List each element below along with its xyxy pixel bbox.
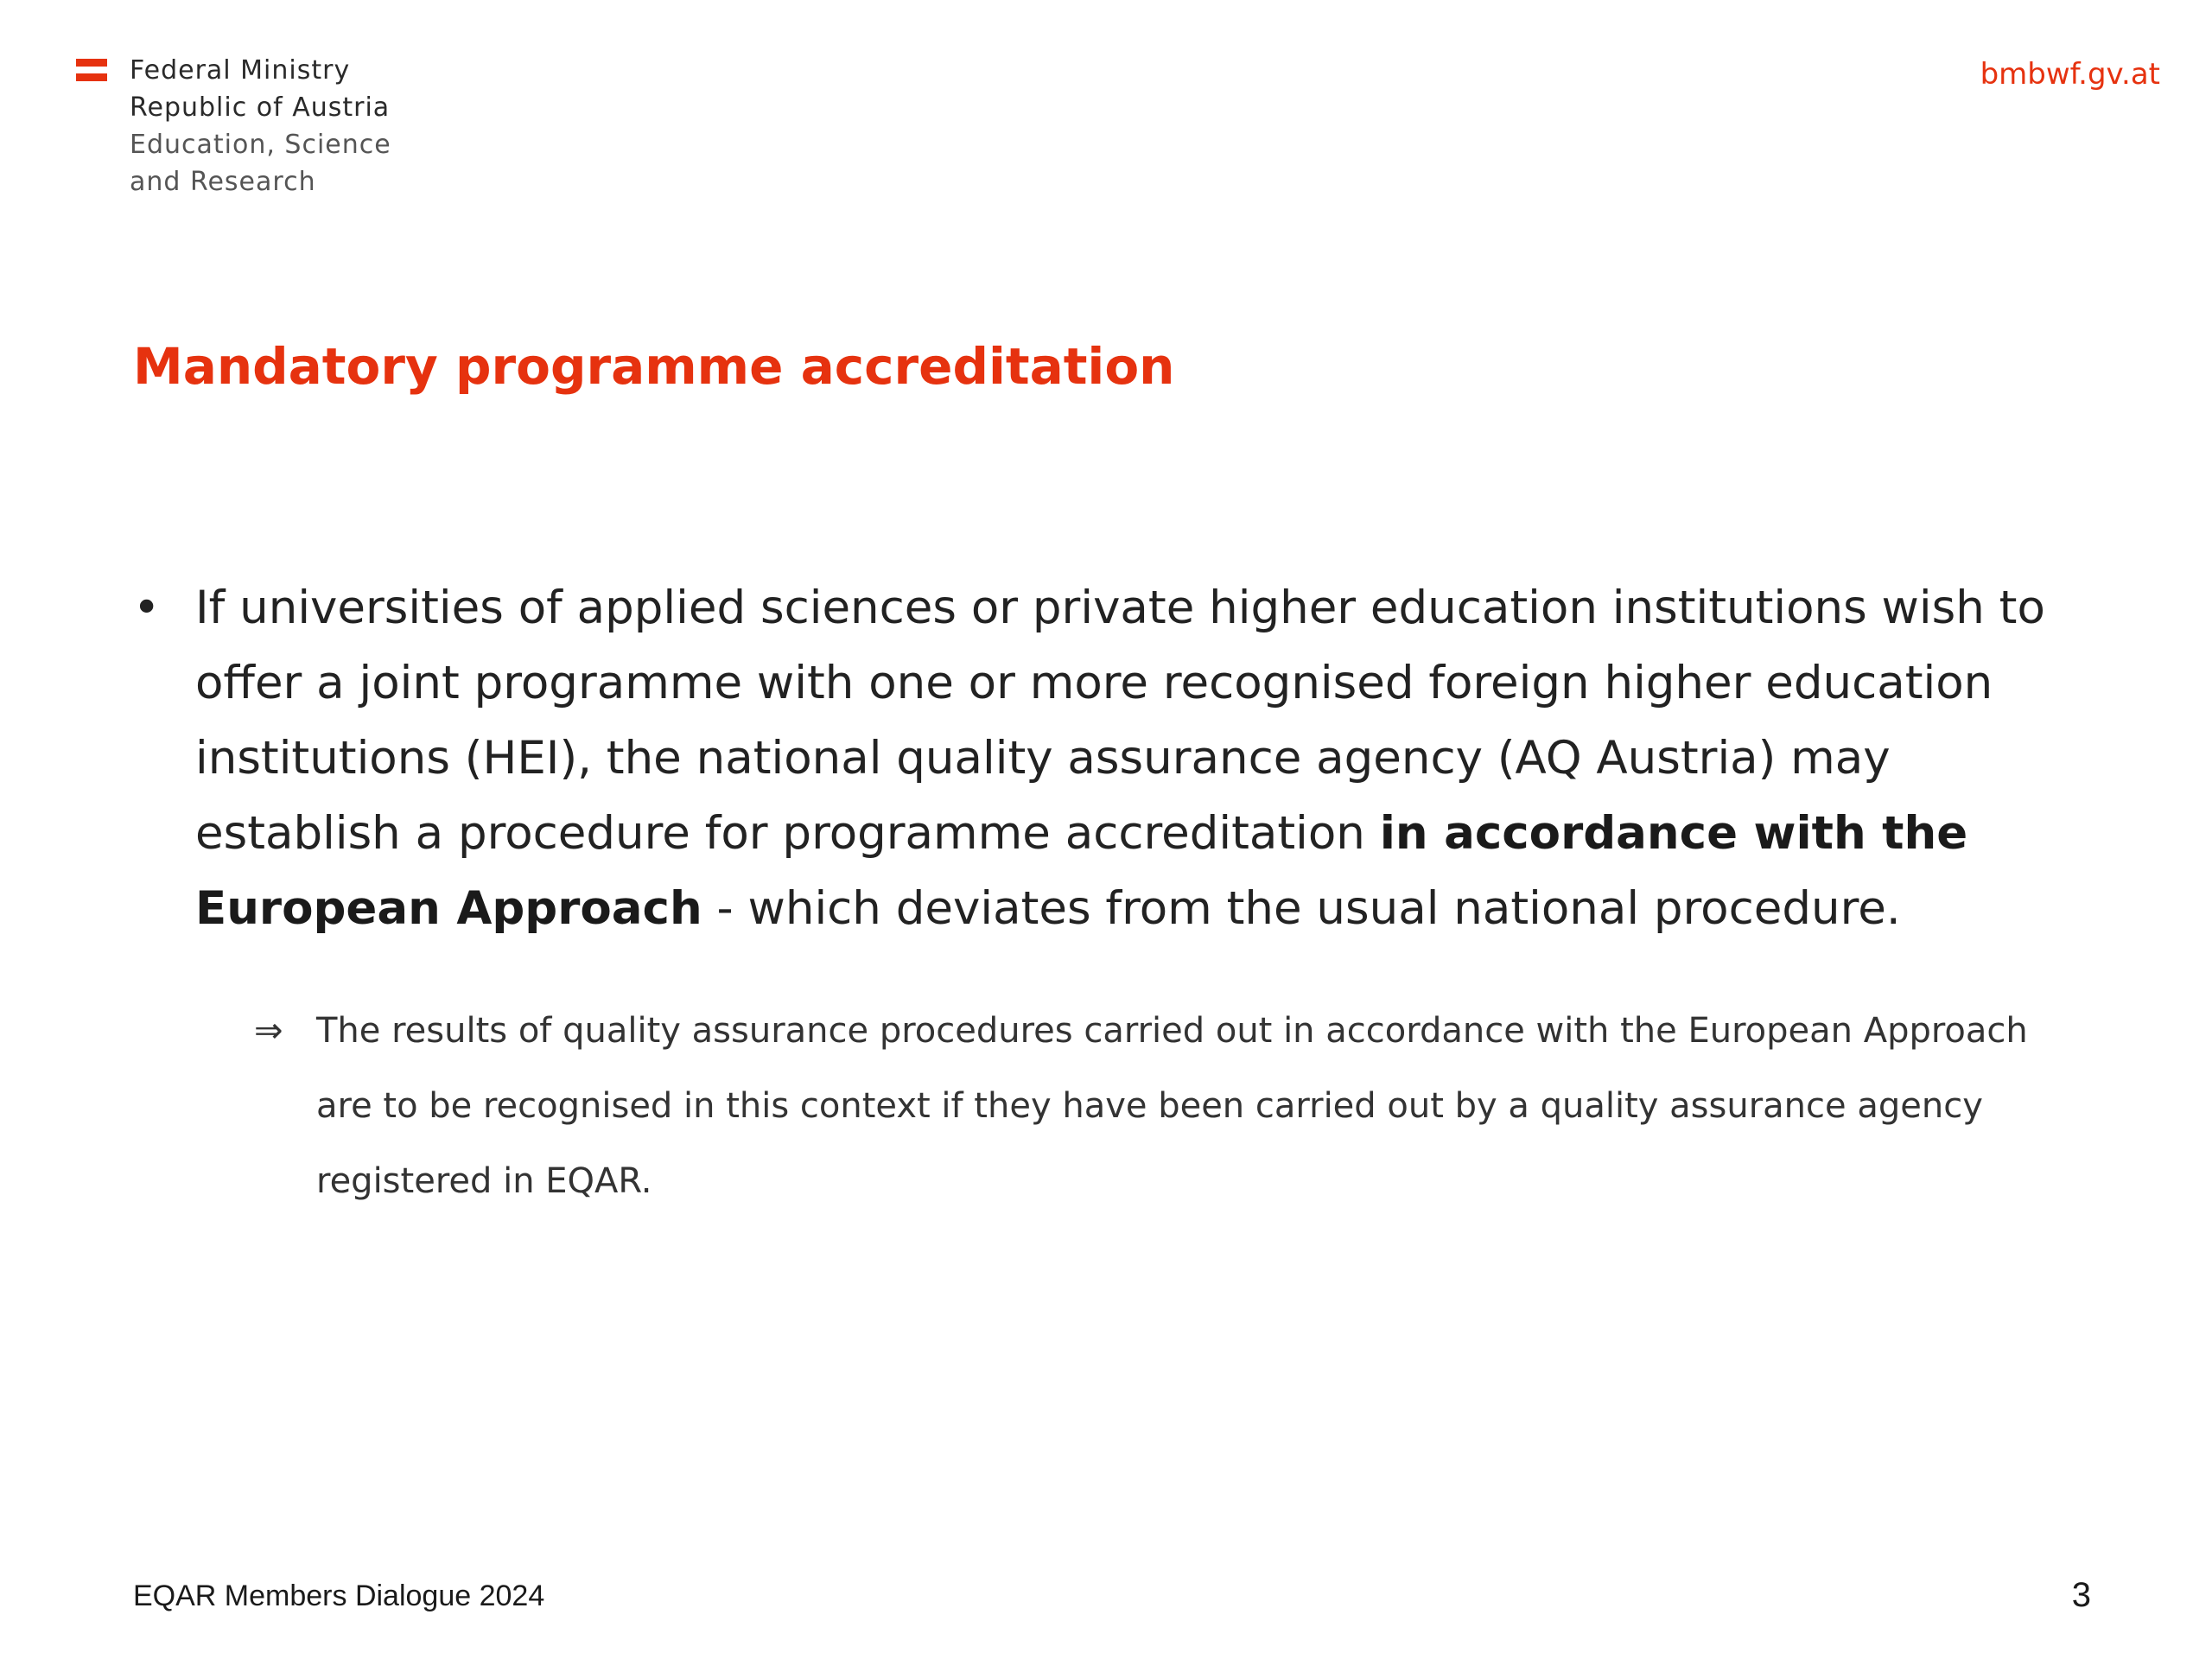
sub-point-text: The results of quality assurance procedures carried out in accordance with the European Approach are to be recognised in this context if they have been carried out by a quality assurance agency registered in EQAR. bbox=[316, 1011, 2028, 1201]
page-number: 3 bbox=[2071, 1576, 2091, 1614]
austrian-flag-icon bbox=[76, 59, 107, 81]
ministry-logo bbox=[76, 52, 439, 207]
footer-event-name: EQAR Members Dialogue 2024 bbox=[133, 1580, 545, 1612]
bullet-point bbox=[133, 570, 2086, 946]
bullet-marker: • bbox=[133, 582, 161, 634]
bullet-text-bold: in accordance with the European Approach bbox=[195, 807, 1968, 935]
ministry-name bbox=[130, 52, 391, 200]
sub-point bbox=[254, 994, 2086, 1219]
ministry-name-line-4: and Research bbox=[130, 167, 316, 197]
implies-arrow-icon: ⇒ bbox=[254, 1011, 283, 1051]
website-link[interactable]: bmbwf.gv.at bbox=[1980, 57, 2160, 92]
ministry-name-line-1: Federal Ministry bbox=[130, 55, 351, 86]
slide-title: Mandatory programme accreditation bbox=[133, 337, 1175, 396]
bullet-text bbox=[195, 570, 2088, 946]
bullet-text-part-2: - which deviates from the usual national procedure. bbox=[702, 882, 1901, 935]
ministry-name-line-2: Republic of Austria bbox=[130, 92, 391, 123]
bullet-text-part-1: If universities of applied sciences or private higher education institutions wish to offer a joint programme with one or more recognised foreign higher education institutions (HEI), the national quality assurance agency (AQ Austria) may establish a procedure for programme accreditation bbox=[195, 582, 2045, 860]
ministry-name-line-3: Education, Science bbox=[130, 130, 391, 160]
